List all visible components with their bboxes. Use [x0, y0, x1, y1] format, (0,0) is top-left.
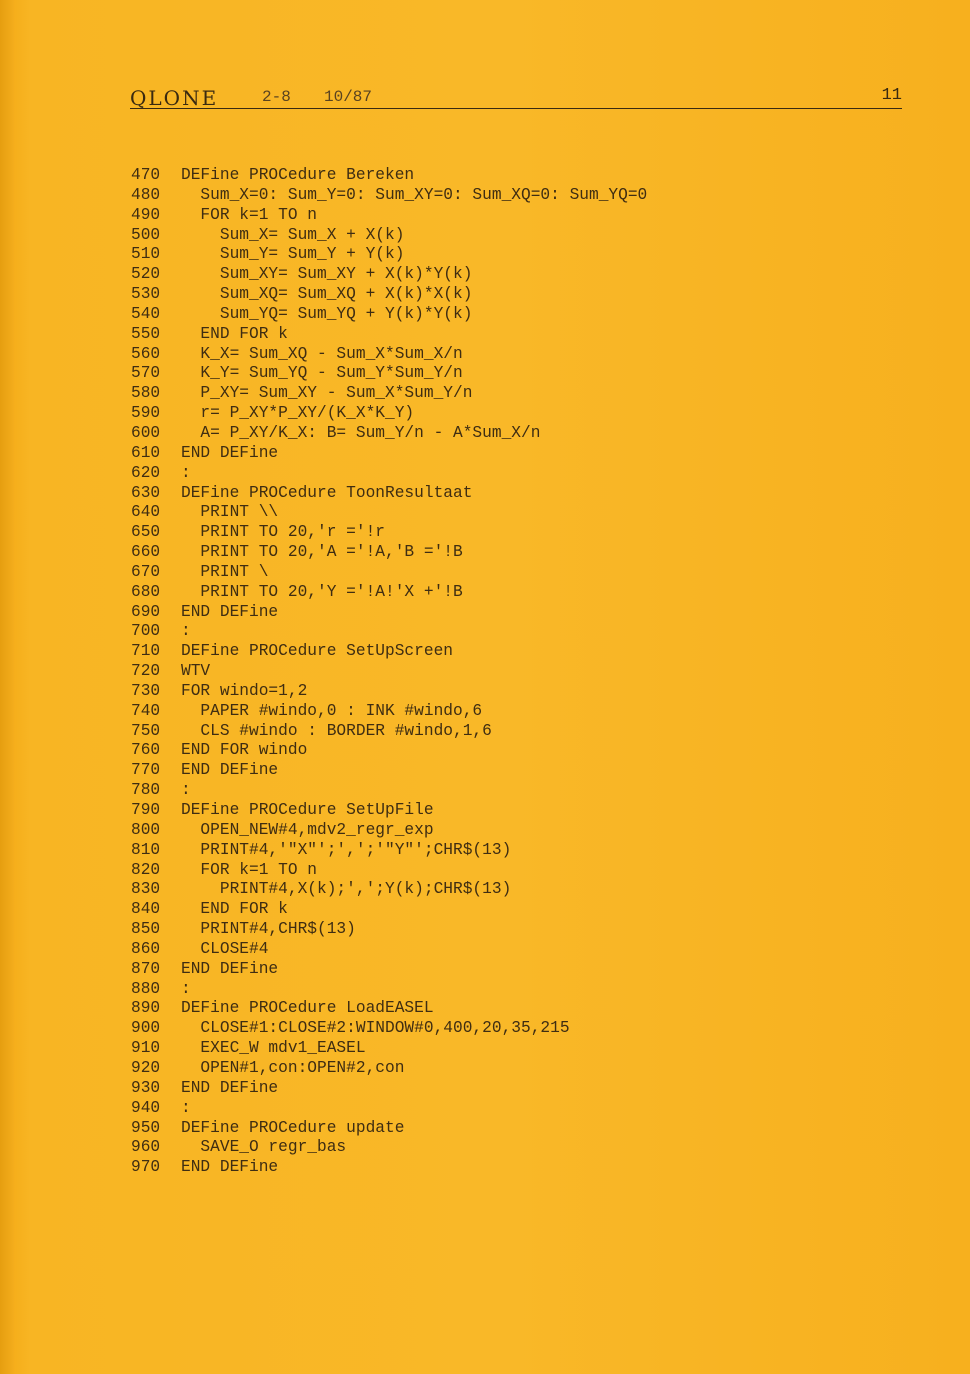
- code-line: [131, 563, 871, 583]
- magazine-title: QLONE: [130, 86, 219, 110]
- code-line: [131, 1079, 871, 1099]
- code-line: [131, 722, 871, 742]
- line-number: 960: [131, 1138, 161, 1157]
- line-number: 590: [131, 404, 161, 423]
- line-number: 940: [131, 1098, 161, 1117]
- line-code: Sum_X=0: Sum_Y=0: Sum_XY=0: Sum_XQ=0: Sum_YQ=0: [181, 185, 648, 204]
- line-code: DEFine PROCedure Bereken: [181, 166, 415, 184]
- line-code: r= P_XY*P_XY/(K_X*K_Y): [181, 404, 415, 423]
- line-code: PRINT \\: [181, 503, 279, 522]
- code-line: [131, 741, 871, 761]
- code-line: [131, 444, 871, 464]
- line-code: PAPER #windo,0 : INK #windo,6: [181, 701, 483, 720]
- line-code: END DEFine: [181, 602, 279, 621]
- line-number: 520: [131, 265, 161, 284]
- line-code: Sum_X= Sum_X + X(k): [181, 225, 405, 244]
- code-line: [131, 206, 871, 226]
- code-line: [131, 245, 871, 265]
- code-line: [131, 325, 871, 345]
- code-line: [131, 920, 871, 940]
- line-number: 870: [131, 959, 161, 978]
- code-line: [131, 186, 871, 206]
- line-code: :: [181, 979, 191, 998]
- line-code: Sum_Y= Sum_Y + Y(k): [181, 245, 405, 264]
- line-number: 810: [131, 840, 161, 859]
- line-number: 720: [131, 662, 161, 681]
- line-code: CLOSE#1:CLOSE#2:WINDOW#0,400,20,35,215: [181, 1019, 570, 1038]
- line-number: 690: [131, 602, 161, 621]
- issue-number: 2-8: [262, 88, 291, 106]
- code-line: [131, 900, 871, 920]
- line-number: 800: [131, 820, 161, 839]
- code-line: [131, 880, 871, 900]
- code-line: [131, 821, 871, 841]
- line-number: 600: [131, 423, 161, 442]
- line-number: 540: [131, 304, 161, 323]
- line-number: 780: [131, 781, 161, 800]
- code-line: [131, 1099, 871, 1119]
- line-code: OPEN_NEW#4,mdv2_regr_exp: [181, 820, 434, 839]
- line-code: END DEFine: [181, 1158, 279, 1177]
- code-line: [131, 464, 871, 484]
- line-number: 950: [131, 1118, 161, 1137]
- line-code: K_Y= Sum_YQ - Sum_Y*Sum_Y/n: [181, 364, 463, 383]
- line-number: 580: [131, 384, 161, 403]
- code-line: [131, 1039, 871, 1059]
- code-line: [131, 484, 871, 504]
- line-code: PRINT TO 20,'r ='!r: [181, 523, 385, 542]
- code-line: [131, 1138, 871, 1158]
- line-code: PRINT#4,'"X"';',';'"Y"';CHR$(13): [181, 840, 512, 859]
- code-line: [131, 583, 871, 603]
- line-number: 650: [131, 523, 161, 542]
- line-code: FOR windo=1,2: [181, 681, 308, 700]
- code-line: [131, 702, 871, 722]
- line-code: :: [181, 781, 191, 800]
- line-code: FOR k=1 TO n: [181, 205, 317, 224]
- code-line: [131, 622, 871, 642]
- line-number: 610: [131, 443, 161, 462]
- line-number: 820: [131, 860, 161, 879]
- code-line: [131, 384, 871, 404]
- line-code: A= P_XY/K_X: B= Sum_Y/n - A*Sum_X/n: [181, 423, 541, 442]
- code-line: [131, 801, 871, 821]
- code-line: [131, 1019, 871, 1039]
- line-code: :: [181, 622, 191, 641]
- line-number: 530: [131, 285, 161, 304]
- line-number: 750: [131, 721, 161, 740]
- page-header: [130, 86, 902, 109]
- code-line: [131, 603, 871, 623]
- line-number: 490: [131, 205, 161, 224]
- code-line: [131, 1059, 871, 1079]
- line-code: :: [181, 463, 191, 482]
- line-number: 500: [131, 225, 161, 244]
- line-code: PRINT#4,X(k);',';Y(k);CHR$(13): [181, 880, 512, 899]
- line-code: FOR k=1 TO n: [181, 860, 317, 879]
- line-code: PRINT TO 20,'A ='!A,'B ='!B: [181, 543, 463, 562]
- line-number: 560: [131, 344, 161, 363]
- line-code: DEFine PROCedure update: [181, 1118, 405, 1137]
- line-number: 480: [131, 185, 161, 204]
- line-number: 730: [131, 681, 161, 700]
- line-code: Sum_YQ= Sum_YQ + Y(k)*Y(k): [181, 304, 473, 323]
- code-line: [131, 642, 871, 662]
- line-code: P_XY= Sum_XY - Sum_X*Sum_Y/n: [181, 384, 473, 403]
- line-number: 880: [131, 979, 161, 998]
- line-number: 920: [131, 1058, 161, 1077]
- code-line: [131, 960, 871, 980]
- line-number: 790: [131, 801, 161, 819]
- line-code: PRINT TO 20,'Y ='!A!'X +'!B: [181, 582, 463, 601]
- code-line: [131, 841, 871, 861]
- line-number: 630: [131, 483, 161, 502]
- line-code: END FOR windo: [181, 741, 308, 760]
- code-line: [131, 543, 871, 563]
- line-code: PRINT#4,CHR$(13): [181, 920, 356, 939]
- code-line: [131, 226, 871, 246]
- issue-date: 10/87: [324, 88, 373, 106]
- line-code: CLS #windo : BORDER #windo,1,6: [181, 721, 492, 740]
- line-code: END DEFine: [181, 443, 279, 462]
- line-code: DEFine PROCedure SetUpScreen: [181, 642, 453, 661]
- line-code: Sum_XY= Sum_XY + X(k)*Y(k): [181, 265, 473, 284]
- line-code: CLOSE#4: [181, 939, 269, 958]
- code-line: [131, 980, 871, 1000]
- basic-code-listing: [131, 166, 871, 1178]
- line-code: DEFine PROCedure SetUpFile: [181, 801, 434, 819]
- line-number: 470: [131, 166, 161, 184]
- code-line: [131, 265, 871, 285]
- line-number: 570: [131, 364, 161, 383]
- line-code: SAVE_O regr_bas: [181, 1138, 347, 1157]
- line-number: 890: [131, 999, 161, 1018]
- code-line: [131, 523, 871, 543]
- line-number: 660: [131, 543, 161, 562]
- code-line: [131, 999, 871, 1019]
- code-line: [131, 1119, 871, 1139]
- line-number: 510: [131, 245, 161, 264]
- line-number: 850: [131, 920, 161, 939]
- code-line: [131, 364, 871, 384]
- line-code: END DEFine: [181, 959, 279, 978]
- code-line: [131, 761, 871, 781]
- line-number: 840: [131, 900, 161, 919]
- page-number: 11: [881, 86, 902, 105]
- code-line: [131, 1158, 871, 1178]
- code-line: [131, 682, 871, 702]
- line-number: 640: [131, 503, 161, 522]
- line-number: 900: [131, 1019, 161, 1038]
- code-line: [131, 424, 871, 444]
- line-code: K_X= Sum_XQ - Sum_X*Sum_X/n: [181, 344, 463, 363]
- line-code: :: [181, 1098, 191, 1117]
- code-line: [131, 781, 871, 801]
- line-code: END DEFine: [181, 1078, 279, 1097]
- line-number: 970: [131, 1158, 161, 1177]
- code-line: [131, 305, 871, 325]
- code-line: [131, 662, 871, 682]
- page-edge: [0, 0, 14, 1374]
- line-number: 670: [131, 562, 161, 581]
- line-code: PRINT \: [181, 562, 269, 581]
- code-line: [131, 940, 871, 960]
- line-code: DEFine PROCedure ToonResultaat: [181, 483, 473, 502]
- line-number: 770: [131, 761, 161, 780]
- line-number: 550: [131, 324, 161, 343]
- code-line: [131, 285, 871, 305]
- line-number: 830: [131, 880, 161, 899]
- line-number: 910: [131, 1039, 161, 1058]
- line-code: EXEC_W mdv1_EASEL: [181, 1039, 366, 1058]
- line-number: 700: [131, 622, 161, 641]
- line-number: 760: [131, 741, 161, 760]
- code-line: [131, 166, 871, 186]
- line-number: 680: [131, 582, 161, 601]
- line-code: Sum_XQ= Sum_XQ + X(k)*X(k): [181, 285, 473, 304]
- line-code: END FOR k: [181, 900, 288, 919]
- line-number: 710: [131, 642, 161, 661]
- line-number: 620: [131, 463, 161, 482]
- line-number: 740: [131, 701, 161, 720]
- line-code: DEFine PROCedure LoadEASEL: [181, 999, 434, 1018]
- line-code: END DEFine: [181, 761, 279, 780]
- line-number: 860: [131, 939, 161, 958]
- line-number: 930: [131, 1078, 161, 1097]
- line-code: END FOR k: [181, 324, 288, 343]
- code-line: [131, 345, 871, 365]
- code-line: [131, 503, 871, 523]
- line-code: WTV: [181, 662, 211, 681]
- code-line: [131, 861, 871, 881]
- line-code: OPEN#1,con:OPEN#2,con: [181, 1058, 405, 1077]
- code-line: [131, 404, 871, 424]
